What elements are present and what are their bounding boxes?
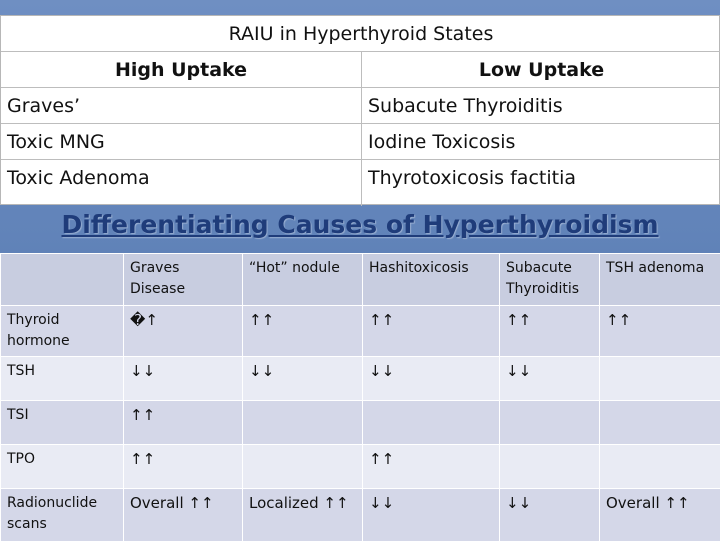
- high-uptake-cell: Toxic MNG: [1, 124, 361, 160]
- table-cell: ↑↑: [363, 445, 500, 489]
- table-cell: �↑: [124, 306, 243, 357]
- slide-heading: Differentiating Causes of Hyperthyroidism: [0, 205, 720, 243]
- table-cell: Overall ↑↑: [124, 489, 243, 542]
- differentiating-table: [0, 253, 720, 542]
- table-cell: [600, 445, 720, 489]
- row-label: Radionuclide scans: [1, 489, 124, 542]
- table-cell: [600, 401, 720, 445]
- high-uptake-header: High Uptake: [1, 52, 361, 88]
- header-cell: [1, 254, 124, 306]
- header-cell: Graves Disease: [124, 254, 243, 306]
- low-uptake-cell: Subacute Thyroiditis: [362, 88, 720, 124]
- header-cell: TSH adenoma: [600, 254, 720, 306]
- table-cell: ↑↑: [124, 445, 243, 489]
- raiu-table: [0, 15, 720, 205]
- table-cell: [600, 357, 720, 401]
- table-cell: [243, 401, 363, 445]
- table-cell: ↑↑: [363, 306, 500, 357]
- table-row: [1, 489, 720, 542]
- table-cell: [500, 401, 600, 445]
- header-cell: Hashitoxicosis: [363, 254, 500, 306]
- table-row: [1, 445, 720, 489]
- table-row: [1, 401, 720, 445]
- table-cell: ↑↑: [124, 401, 243, 445]
- table-row: [1, 306, 720, 357]
- table-cell: ↓↓: [363, 357, 500, 401]
- high-uptake-cell: Graves’: [1, 88, 361, 124]
- table-cell: ↑↑: [600, 306, 720, 357]
- table-cell: [500, 445, 600, 489]
- header-cell: Subacute Thyroiditis: [500, 254, 600, 306]
- table-cell: ↑↑: [243, 306, 363, 357]
- raiu-table-title: RAIU in Hyperthyroid States: [1, 16, 720, 52]
- row-label: TSI: [1, 401, 124, 445]
- table-cell: Overall ↑↑: [600, 489, 720, 542]
- table-cell: Localized ↑↑: [243, 489, 363, 542]
- table-row: [1, 357, 720, 401]
- table-cell: [243, 445, 363, 489]
- table-cell: ↓↓: [500, 489, 600, 542]
- low-uptake-cell: Iodine Toxicosis: [362, 124, 720, 160]
- table-cell: ↓↓: [363, 489, 500, 542]
- row-label: TPO: [1, 445, 124, 489]
- header-cell: “Hot” nodule: [243, 254, 363, 306]
- table-cell: [363, 401, 500, 445]
- table-header-row: [1, 254, 720, 306]
- row-label: TSH: [1, 357, 124, 401]
- high-uptake-cell: Toxic Adenoma: [1, 160, 361, 196]
- table-cell: ↓↓: [243, 357, 363, 401]
- table-cell: ↓↓: [124, 357, 243, 401]
- row-label: Thyroid hormone: [1, 306, 124, 357]
- table-cell: ↓↓: [500, 357, 600, 401]
- low-uptake-cell: Thyrotoxicosis factitia: [362, 160, 720, 196]
- column-divider: [361, 52, 362, 206]
- low-uptake-header: Low Uptake: [362, 52, 720, 88]
- table-cell: ↑↑: [500, 306, 600, 357]
